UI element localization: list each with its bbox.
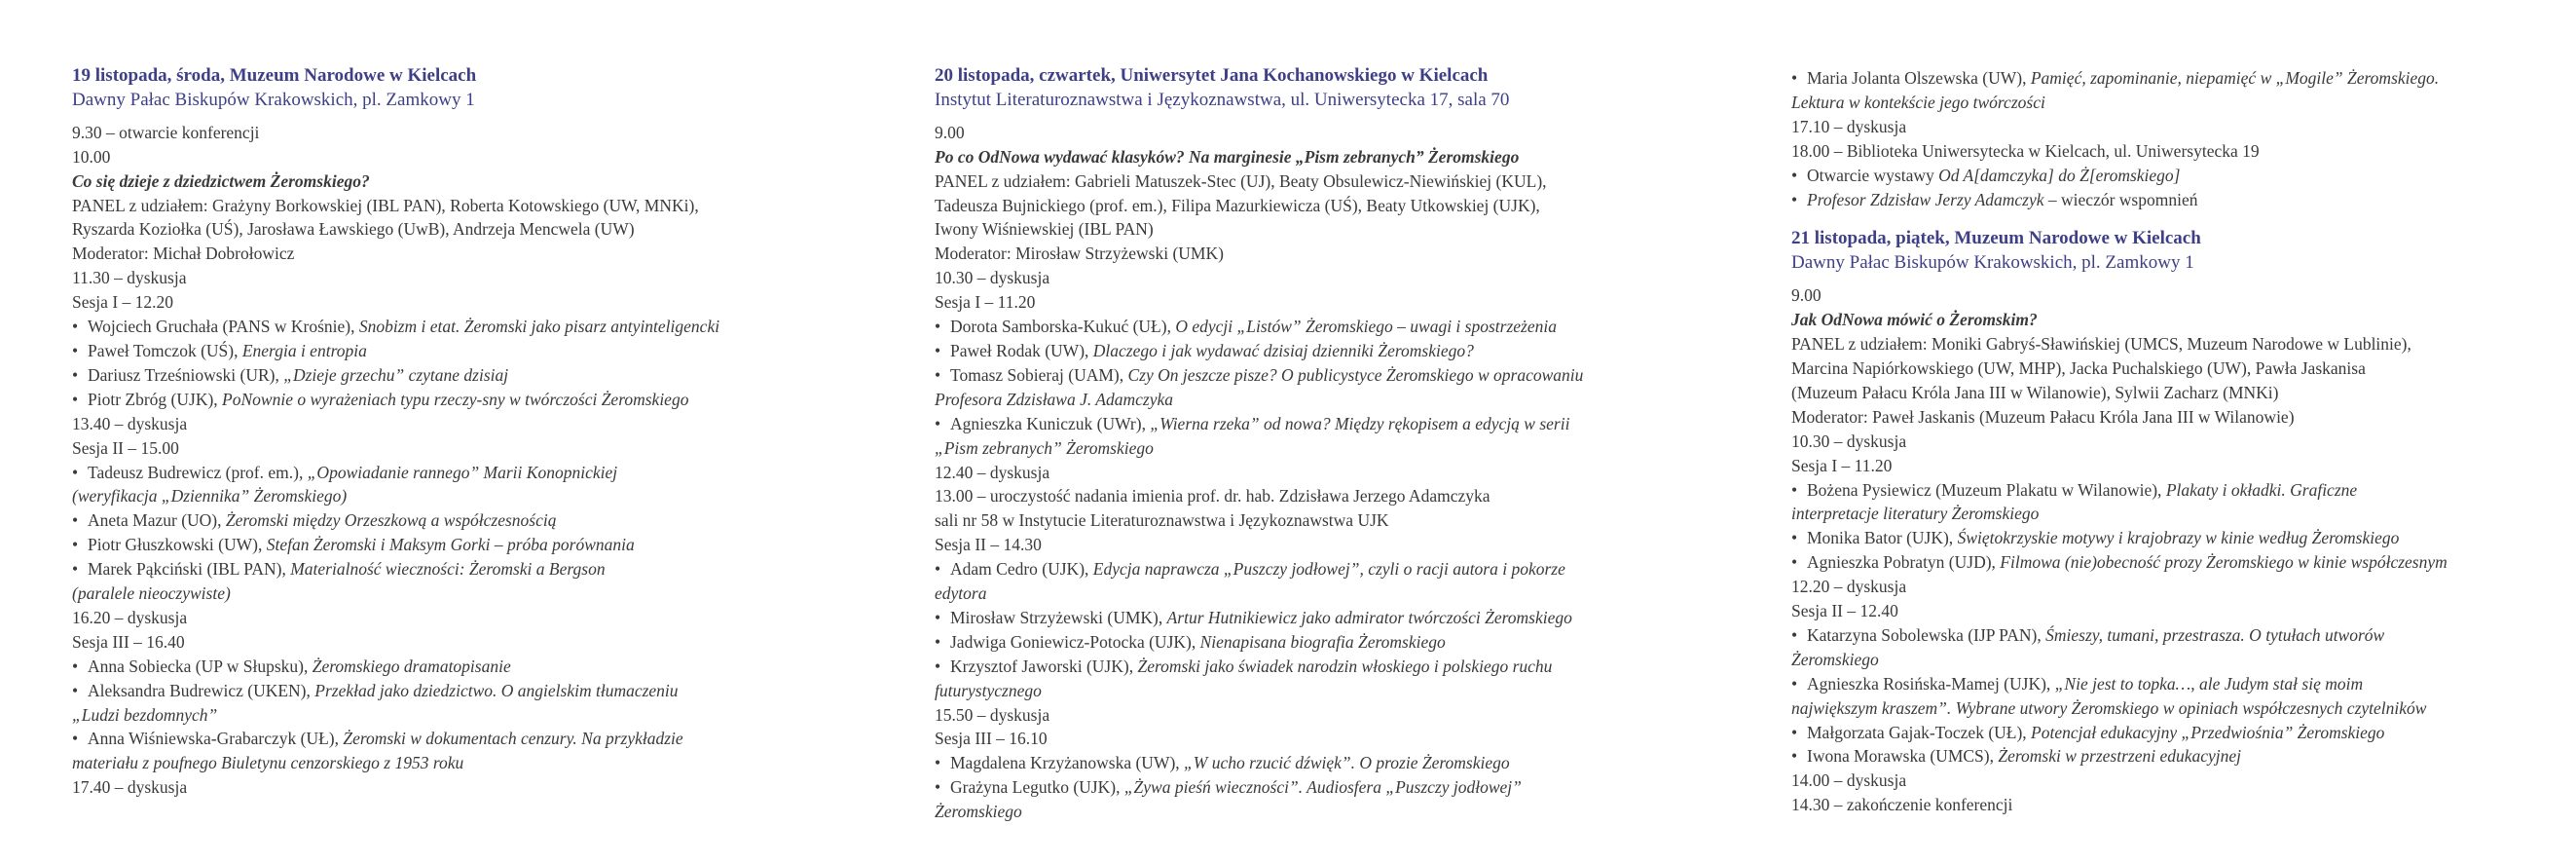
venue-address: Dawny Pałac Biskupów Krakowskich, pl. Zamkowy 1 bbox=[72, 89, 475, 110]
session-label: Sesja III – 16.40 bbox=[72, 631, 185, 652]
talk-item: • Dariusz Trześniowski (UR), „Dzieje grzechu” czytane dzisiaj bbox=[72, 363, 890, 388]
panel-line: Tadeusza Bujnickiego (prof. em.), Filipa Mazurkiewicza (UŚ), Beaty Utkowskiej (UJK), bbox=[935, 195, 1540, 215]
schedule-line: 11.30 – dyskusja bbox=[72, 268, 187, 288]
schedule-line: 14.00 – dyskusja bbox=[1791, 770, 1907, 791]
panel-line: Moderator: Paweł Jaskanis (Muzeum Pałacu Króla Jana III w Wilanowie) bbox=[1791, 406, 2295, 427]
talk-item: • Agnieszka Pobratyn (UJD), Filmowa (nie)obecność prozy Żeromskiego w kinie współczesnym bbox=[1791, 550, 2570, 575]
schedule-line: 10.30 – dyskusja bbox=[935, 268, 1050, 288]
talk-item: • Magdalena Krzyżanowska (UW), „W ucho rzucić dźwięk”. O prozie Żeromskiego bbox=[935, 751, 1752, 775]
talk-continuation: Profesora Zdzisława J. Adamczyka bbox=[935, 389, 1173, 409]
talk-continuation: (paralele nieoczywiste) bbox=[72, 583, 231, 604]
schedule-line: 17.10 – dyskusja bbox=[1791, 116, 1907, 136]
talk-continuation: Żeromskiego bbox=[935, 802, 1022, 822]
day-heading: 19 listopada, środa, Muzeum Narodowe w Kielcach bbox=[72, 65, 477, 86]
talk-item: • Piotr Głuszkowski (UW), Stefan Żeromski i Maksym Gorki – próba porównania bbox=[72, 533, 890, 557]
day-heading: 21 listopada, piątek, Muzeum Narodowe w Kielcach bbox=[1791, 228, 2201, 249]
talk-continuation: (weryfikacja „Dziennika” Żeromskiego) bbox=[72, 486, 348, 507]
talk-item: • Wojciech Gruchała (PANS w Krośnie), Snobizm i etat. Żeromski jako pisarz antyinteligencki bbox=[72, 315, 890, 339]
talk-item: • Iwona Morawska (UMCS), Żeromski w przestrzeni edukacyjnej bbox=[1791, 744, 2570, 769]
panel-line: PANEL z udziałem: Moniki Gabryś-Sławińskiej (UMCS, Muzeum Narodowe w Lublinie), bbox=[1791, 334, 2411, 355]
schedule-line: 10.00 bbox=[72, 146, 111, 167]
session-label: Sesja I – 11.20 bbox=[935, 292, 1036, 313]
schedule-line: 9.00 bbox=[935, 122, 965, 142]
session-label: Sesja I – 11.20 bbox=[1791, 455, 1893, 475]
talk-item: • Tomasz Sobieraj (UAM), Czy On jeszcze pisze? O publicystyce Żeromskiego w opracowaniu bbox=[935, 363, 1752, 388]
talk-continuation: edytora bbox=[935, 583, 987, 604]
day-3-column bbox=[1791, 66, 2570, 817]
talk-continuation: Lektura w kontekście jego twórczości bbox=[1791, 92, 2045, 112]
schedule-line: 15.50 – dyskusja bbox=[935, 704, 1050, 725]
panel-title: Po co OdNowa wydawać klasyków? Na marginesie „Pism zebranych” Żeromskiego bbox=[935, 146, 1520, 167]
talk-item: • Marek Pąkciński (IBL PAN), Materialność wieczności: Żeromski a Bergson bbox=[72, 557, 890, 582]
talk-item: • Tadeusz Budrewicz (prof. em.), „Opowiadanie rannego” Marii Konopnickiej bbox=[72, 461, 890, 485]
talk-item: • Katarzyna Sobolewska (IJP PAN), Śmieszy, tumani, przestrasza. O tytułach utworów bbox=[1791, 623, 2570, 648]
panel-line: PANEL z udziałem: Grażyny Borkowskiej (IBL PAN), Roberta Kotowskiego (UW, MNKi), bbox=[72, 195, 699, 215]
panel-line: Moderator: Mirosław Strzyżewski (UMK) bbox=[935, 244, 1224, 264]
talk-item: • Mirosław Strzyżewski (UMK), Artur Hutnikiewicz jako admirator twórczości Żeromskiego bbox=[935, 606, 1752, 630]
schedule-line: 14.30 – zakończenie konferencji bbox=[1791, 795, 2013, 815]
talk-continuation: największym kraszem”. Wybrane utwory Żeromskiego w opiniach współczesnych czytelników bbox=[1791, 697, 2427, 718]
schedule-line: 12.20 – dyskusja bbox=[1791, 577, 1907, 597]
session-label: Sesja II – 12.40 bbox=[1791, 601, 1898, 621]
talk-continuation: materiału z poufnego Biuletynu cenzorskiego z 1953 roku bbox=[72, 753, 464, 773]
talk-continuation: futurystycznego bbox=[935, 680, 1042, 700]
talk-item: • Piotr Zbróg (UJK), PoNownie o wyrażeniach typu rzeczy-sny w twórczości Żeromskiego bbox=[72, 388, 890, 412]
day-1-column bbox=[72, 64, 890, 800]
talk-item: • Krzysztof Jaworski (UJK), Żeromski jako świadek narodzin włoskiego i polskiego ruchu bbox=[935, 655, 1752, 679]
panel-title: Co się dzieje z dziedzictwem Żeromskiego? bbox=[72, 170, 370, 191]
talk-item: • Małgorzata Gajak-Toczek (UŁ), Potencjał edukacyjny „Przedwiośnia” Żeromskiego bbox=[1791, 721, 2570, 745]
schedule-line: 10.30 – dyskusja bbox=[1791, 431, 1907, 451]
talk-item: • Paweł Tomczok (UŚ), Energia i entropia bbox=[72, 339, 890, 363]
panel-line: (Muzeum Pałacu Króla Jana III w Wilanowie), Sylwii Zacharz (MNKi) bbox=[1791, 382, 2279, 402]
talk-item: • Aleksandra Budrewicz (UKEN), Przekład jako dziedzictwo. O angielskim tłumaczeniu bbox=[72, 679, 890, 703]
talk-continuation: „Ludzi bezdomnych” bbox=[72, 704, 218, 725]
schedule-line: 12.40 – dyskusja bbox=[935, 462, 1050, 482]
talk-item: • Anna Sobiecka (UP w Słupsku), Żeromskiego dramatopisanie bbox=[72, 655, 890, 679]
panel-line: Marcina Napiórkowskiego (UW, MHP), Jacka Puchalskiego (UW), Pawła Jaskanisa bbox=[1791, 357, 2366, 378]
session-label: Sesja II – 14.30 bbox=[935, 535, 1042, 555]
talk-item: • Grażyna Legutko (UJK), „Żywa pieśń wieczności”. Audiosfera „Puszczy jodłowej” bbox=[935, 775, 1752, 800]
schedule-line: 18.00 – Biblioteka Uniwersytecka w Kielcach, ul. Uniwersytecka 19 bbox=[1791, 140, 2260, 161]
schedule-line: 9.00 bbox=[1791, 285, 1822, 306]
event-item: • Otwarcie wystawy Od A[damczyka] do Ż[eromskiego] bbox=[1791, 164, 2570, 188]
schedule-line: 16.20 – dyskusja bbox=[72, 607, 188, 627]
venue-address: Dawny Pałac Biskupów Krakowskich, pl. Zamkowy 1 bbox=[1791, 252, 2194, 274]
talk-item: • Anna Wiśniewska-Grabarczyk (UŁ), Żeromski w dokumentach cenzury. Na przykładzie bbox=[72, 727, 890, 751]
talk-item: • Bożena Pysiewicz (Muzeum Plakatu w Wilanowie), Plakaty i okładki. Graficzne bbox=[1791, 478, 2570, 503]
schedule-line: sali nr 58 w Instytucie Literaturoznawstwa i Językoznawstwa UJK bbox=[935, 510, 1389, 531]
talk-continuation: „Pism zebranych” Żeromskiego bbox=[935, 437, 1154, 458]
schedule-line: 9.30 – otwarcie konferencji bbox=[72, 122, 260, 142]
session-label: Sesja I – 12.20 bbox=[72, 292, 174, 313]
talk-item: • Monika Bator (UJK), Świętokrzyskie motywy i krajobrazy w kinie według Żeromskiego bbox=[1791, 526, 2570, 550]
talk-item: • Aneta Mazur (UO), Żeromski między Orzeszkową a współczesnością bbox=[72, 508, 890, 533]
talk-item: • Maria Jolanta Olszewska (UW), Pamięć, zapominanie, niepamięć w „Mogile” Żeromskiego. bbox=[1791, 66, 2570, 91]
day-2-column bbox=[935, 64, 1752, 824]
panel-line: Ryszarda Koziołka (UŚ), Jarosława Ławskiego (UwB), Andrzeja Mencwela (UW) bbox=[72, 219, 635, 240]
venue-address: Instytut Literaturoznawstwa i Językoznawstwa, ul. Uniwersytecka 17, sala 70 bbox=[935, 89, 1510, 110]
schedule-line: 17.40 – dyskusja bbox=[72, 777, 188, 798]
talk-item: • Paweł Rodak (UW), Dlaczego i jak wydawać dzisiaj dzienniki Żeromskiego? bbox=[935, 339, 1752, 363]
schedule-line: 13.40 – dyskusja bbox=[72, 413, 188, 433]
panel-line: Moderator: Michał Dobrołowicz bbox=[72, 244, 295, 264]
talk-item: • Agnieszka Rosińska-Mamej (UJK), „Nie jest to topka…, ale Judym stał się moim bbox=[1791, 672, 2570, 696]
panel-line: Iwony Wiśniewskiej (IBL PAN) bbox=[935, 219, 1154, 240]
talk-item: • Jadwiga Goniewicz-Potocka (UJK), Nienapisana biografia Żeromskiego bbox=[935, 630, 1752, 655]
panel-title: Jak OdNowa mówić o Żeromskim? bbox=[1791, 310, 2038, 330]
day-heading: 20 listopada, czwartek, Uniwersytet Jana Kochanowskiego w Kielcach bbox=[935, 65, 1489, 86]
session-label: Sesja III – 16.10 bbox=[935, 729, 1048, 749]
talk-item: • Adam Cedro (UJK), Edycja naprawcza „Puszczy jodłowej”, czyli o racji autora i pokorze bbox=[935, 557, 1752, 582]
session-label: Sesja II – 15.00 bbox=[72, 437, 179, 458]
talk-item: • Agnieszka Kuniczuk (UWr), „Wierna rzeka” od nowa? Między rękopisem a edycją w serii bbox=[935, 412, 1752, 436]
talk-continuation: Żeromskiego bbox=[1791, 649, 1879, 669]
talk-item: • Dorota Samborska-Kukuć (UŁ), O edycji „Listów” Żeromskiego – uwagi i spostrzeżenia bbox=[935, 315, 1752, 339]
talk-continuation: interpretacje literatury Żeromskiego bbox=[1791, 504, 2040, 524]
panel-line: PANEL z udziałem: Gabrieli Matuszek-Stec (UJ), Beaty Obsulewicz-Niewińskiej (KUL), bbox=[935, 170, 1547, 191]
schedule-line: 13.00 – uroczystość nadania imienia prof. dr. hab. Zdzisława Jerzego Adamczyka bbox=[935, 486, 1490, 507]
event-item: • Profesor Zdzisław Jerzy Adamczyk – wieczór wspomnień bbox=[1791, 188, 2570, 212]
